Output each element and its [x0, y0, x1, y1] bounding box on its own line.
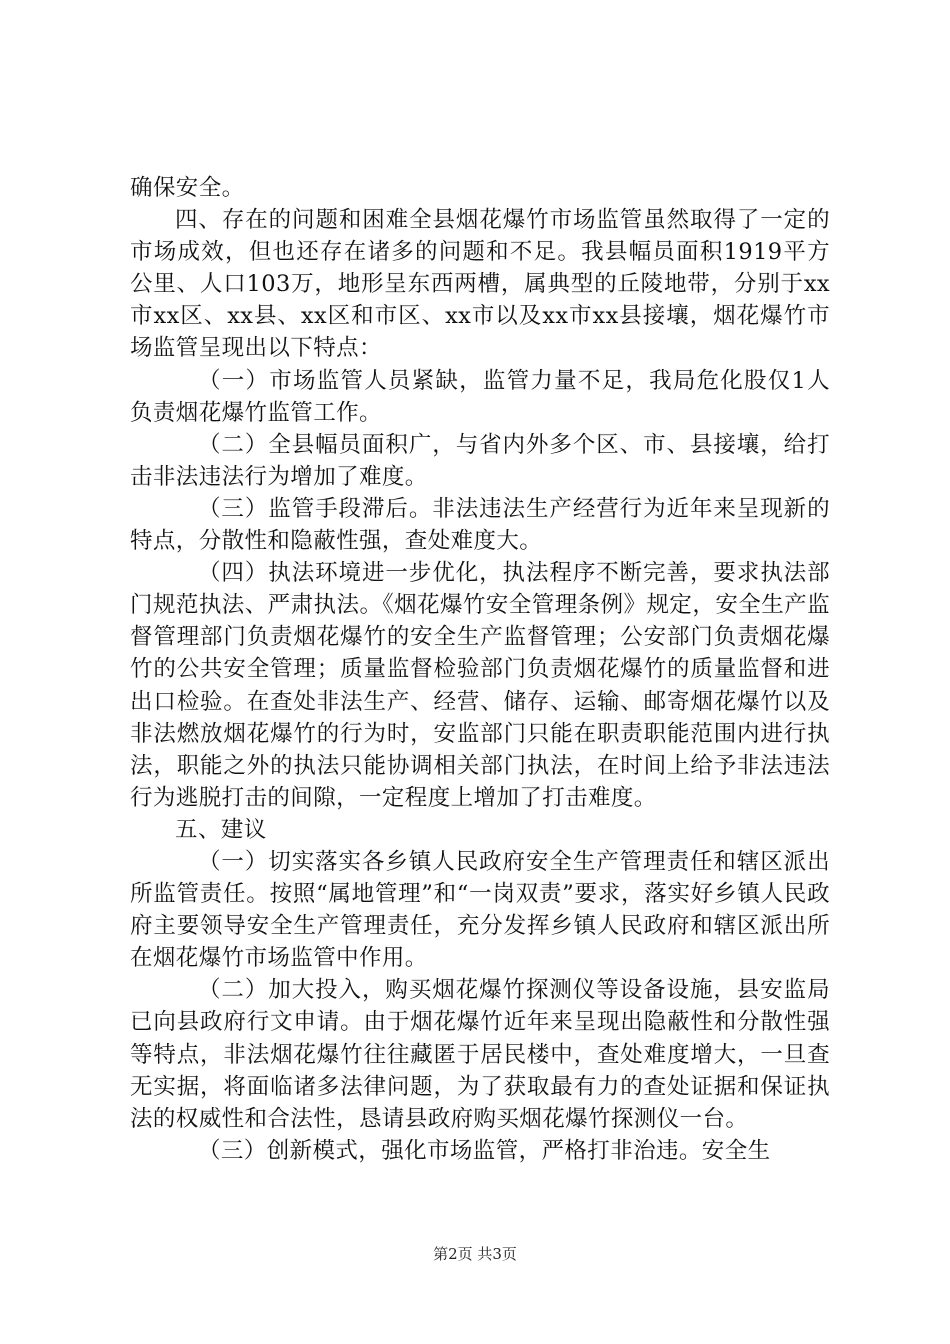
- suggestion-item-1: （一）切实落实各乡镇人民政府安全生产管理责任和辖区派出所监管责任。按照“属地管理”和“一岗双责”要求，落实好乡镇人民政府主要领导安全生产管理责任，充分发挥乡镇人民政府和辖区派出所在烟花爆竹市场监管中作用。: [130, 848, 830, 972]
- problem-item-1: （一）市场监管人员紧缺，监管力量不足，我局危化股仅1人负责烟花爆竹监管工作。: [130, 367, 830, 426]
- section-four-problems: 四、存在的问题和困难全县烟花爆竹市场监管虽然取得了一定的市场成效，但也还存在诸多的问题和不足。我县幅员面积1919平方公里、人口103万，地形呈东西两槽，属典型的丘陵地带，分别于xx市xx区、xx县、xx区和市区、xx市以及xx市xx县接壤，烟花爆竹市场监管呈现出以下特点：: [130, 207, 831, 362]
- page-footer: [0, 1244, 950, 1264]
- suggestion-item-2: （二）加大投入，购买烟花爆竹探测仪等设备设施，县安监局已向县政府行文申请。由于烟花爆竹近年来呈现出隐蔽性和分散性强等特点，非法烟花爆竹往往藏匿于居民楼中，查处难度增大，一旦查无实据，将面临诸多法律问题，为了获取最有力的查处证据和保证执法的权威性和合法性，恳请县政府购买烟花爆竹探测仪一台。: [130, 977, 830, 1132]
- suggestion-item-3: （三）创新模式，强化市场监管，严格打非治违。安全生: [198, 1137, 771, 1164]
- problem-item-4: （四）执法环境进一步优化，执法程序不断完善，要求执法部门规范执法、严肃执法。《烟花爆竹安全管理条例》规定，安全生产监督管理部门负责烟花爆竹的安全生产监督管理；公安部门负责烟花爆竹的公共安全管理；质量监督检验部门负责烟花爆竹的质量监督和进出口检验。在查处非法生产、经营、储存、运输、邮寄烟花爆竹以及非法燃放烟花爆竹的行为时，安监部门只能在职责职能范围内进行执法，职能之外的执法只能协调相关部门执法，在时间上给予非法违法行为逃脱打击的间隙，一定程度上增加了打击难度。: [130, 560, 830, 811]
- problem-item-2: （二）全县幅员面积广，与省内外多个区、市、县接壤，给打击非法违法行为增加了难度。: [130, 431, 830, 490]
- paragraph-continuation: 确保安全。: [130, 175, 245, 201]
- document-body: [130, 172, 830, 1167]
- problem-item-3: （三）监管手段滞后。非法违法生产经营行为近年来呈现新的特点，分散性和隐蔽性强，查处难度大。: [130, 495, 830, 555]
- page-number-label: 第2页 共3页: [433, 1245, 517, 1263]
- section-five-heading: 五、建议: [175, 816, 267, 843]
